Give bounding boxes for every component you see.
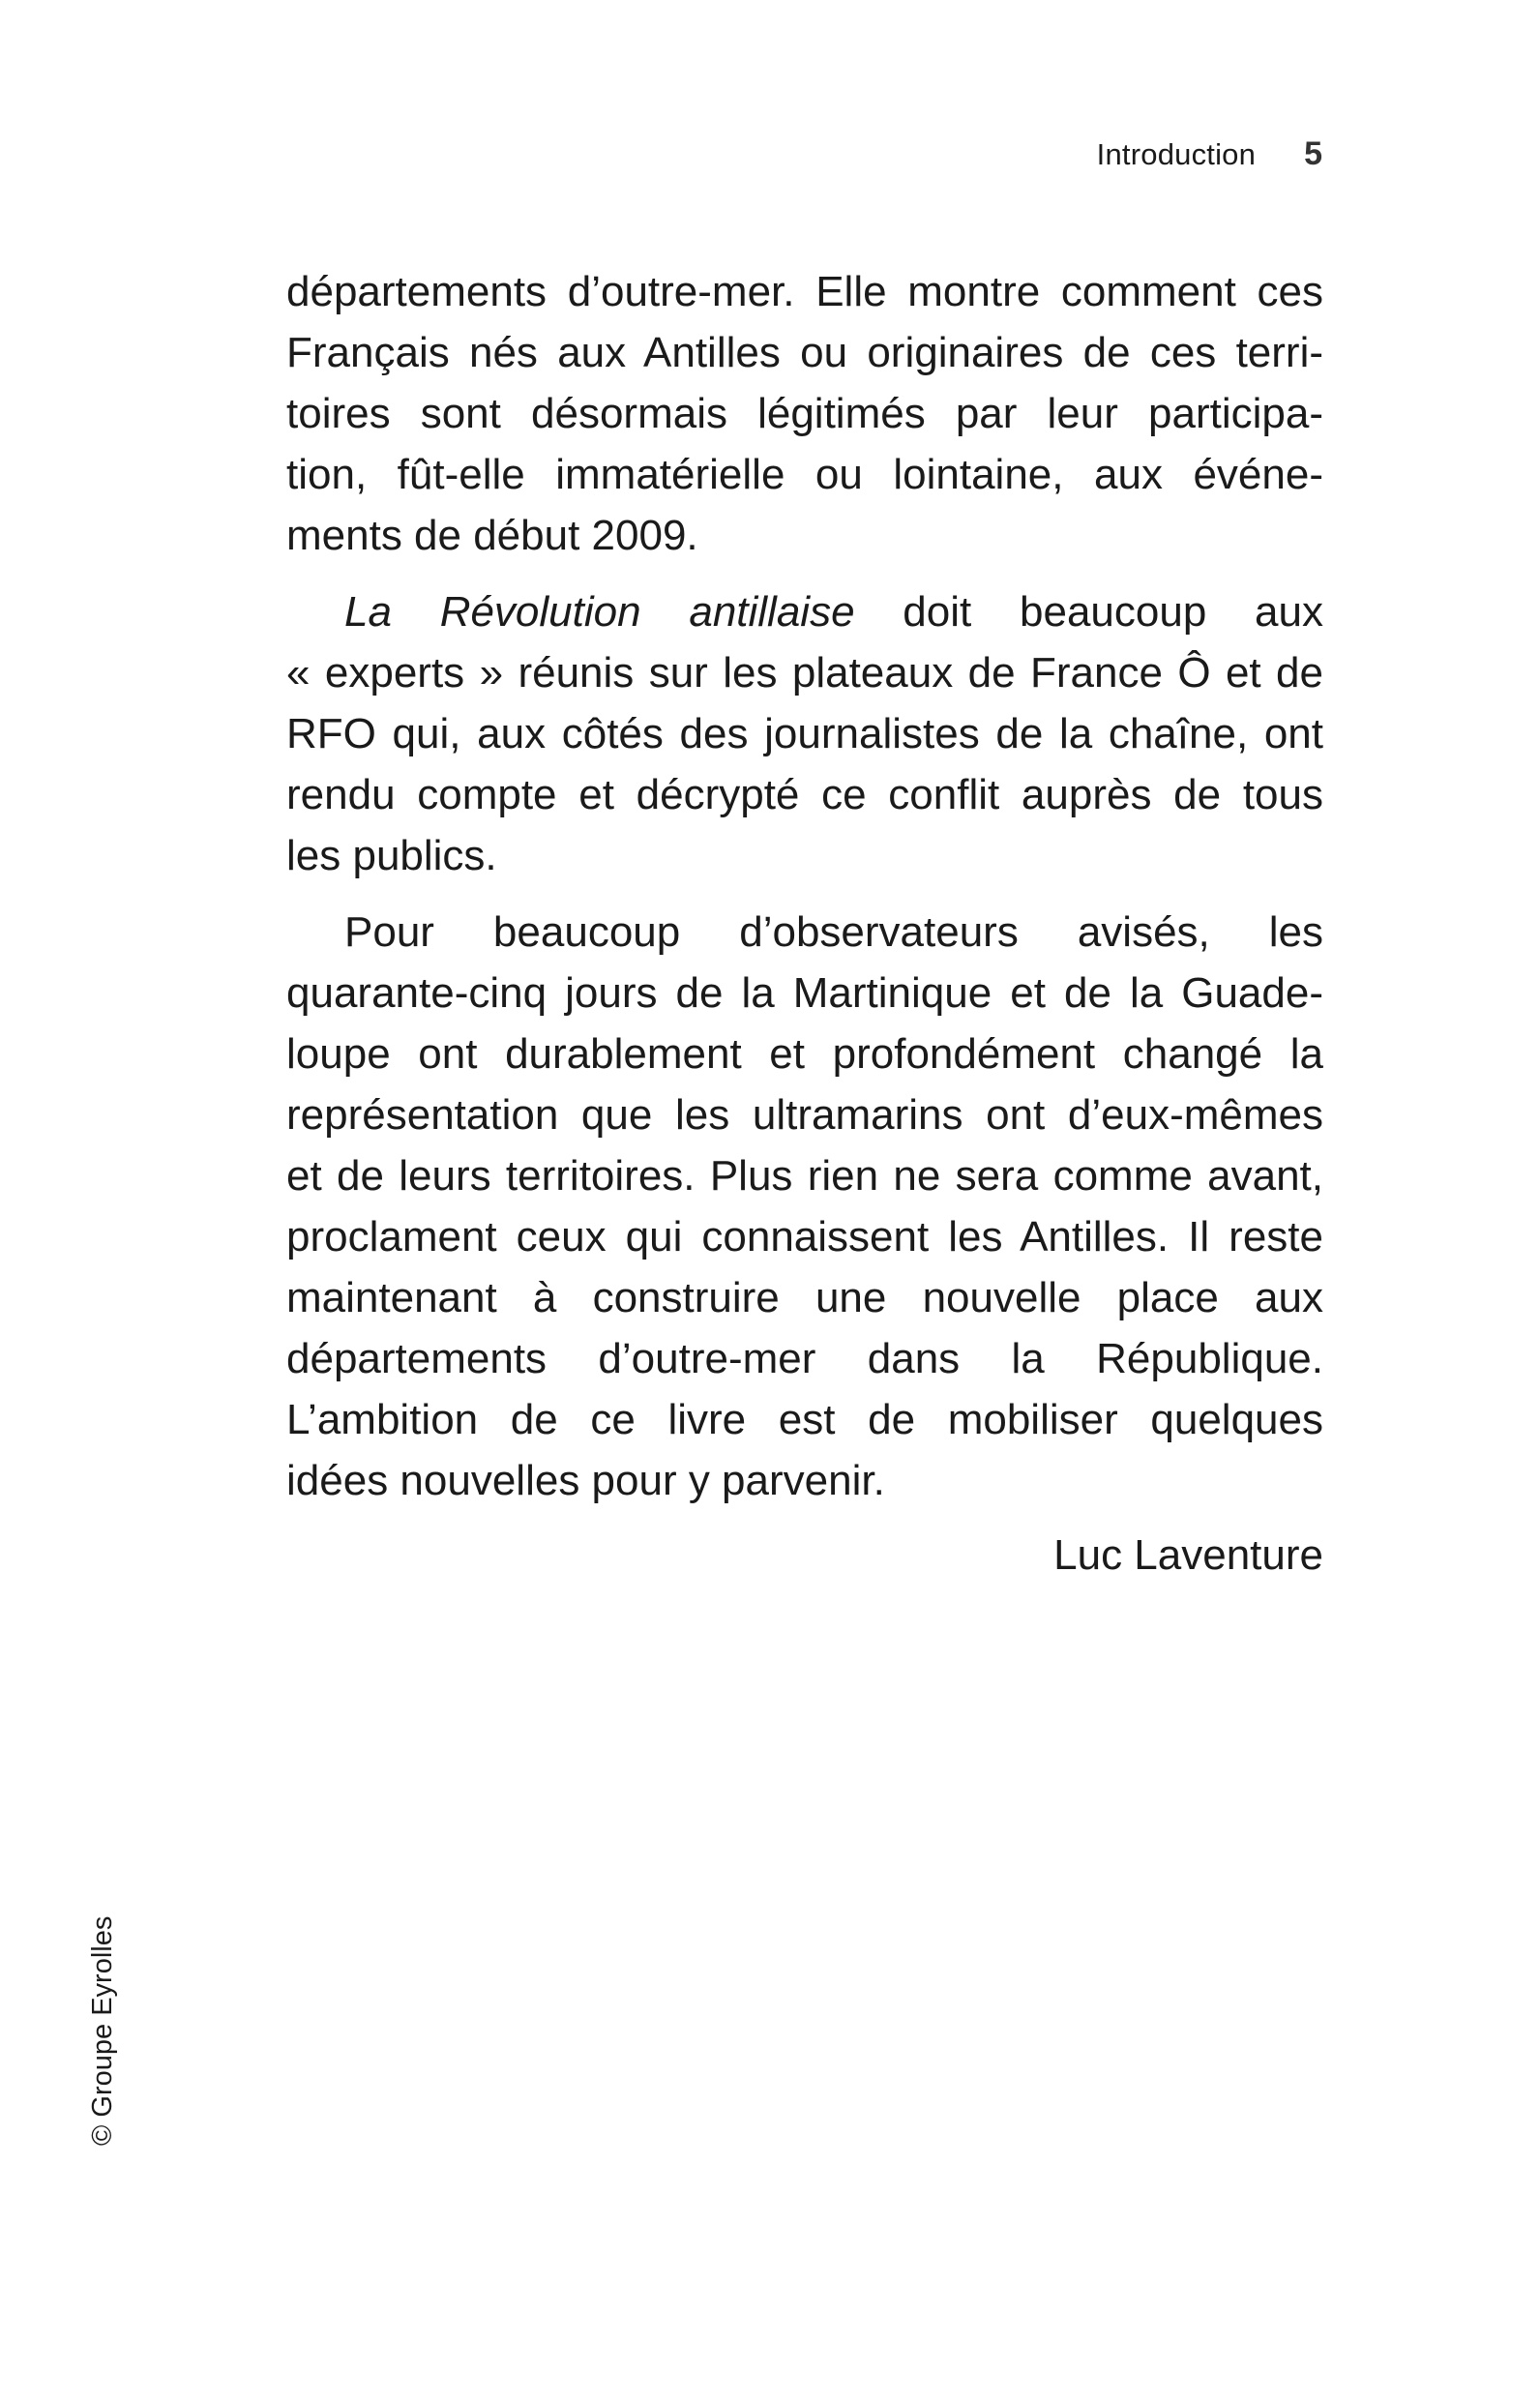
- text-line: représentation que les ultramarins ont d’eux-mêmes: [286, 1091, 1323, 1139]
- book-title: La Révolution antillaise: [344, 588, 855, 636]
- text-line: « experts » réunis sur les plateaux de France Ô et de: [286, 649, 1323, 697]
- author-signature: Luc Laventure: [1053, 1531, 1323, 1579]
- copyright-notice: © Groupe Eyrolles: [87, 1915, 118, 2146]
- text-line: ments de début 2009.: [286, 512, 698, 559]
- paragraph-1: [286, 261, 1323, 566]
- text-fragment: doit beaucoup aux: [854, 588, 1323, 636]
- text-line: départements d’outre-mer. Elle montre comment ces: [286, 268, 1323, 315]
- text-line: proclament ceux qui connaissent les Antilles. Il reste: [286, 1213, 1323, 1260]
- paragraph-3: [286, 902, 1323, 1511]
- text-line: quarante-cinq jours de la Martinique et de la Guade-: [286, 969, 1323, 1017]
- text-line: toires sont désormais légitimés par leur participa-: [286, 390, 1323, 437]
- text-line: les publics.: [286, 832, 497, 879]
- body-text: [286, 261, 1323, 1511]
- page-number: 5: [1304, 135, 1322, 172]
- text-line: idées nouvelles pour y parvenir.: [286, 1457, 885, 1504]
- paragraph-2: [286, 581, 1323, 886]
- text-line: L’ambition de ce livre est de mobiliser quelques: [286, 1396, 1323, 1443]
- text-line: Pour beaucoup d’observateurs avisés, les: [344, 908, 1323, 956]
- section-title: Introduction: [1096, 137, 1257, 171]
- text-line: loupe ont durablement et profondément changé la: [286, 1030, 1323, 1078]
- text-line: maintenant à construire une nouvelle place aux: [286, 1274, 1323, 1321]
- text-line: rendu compte et décrypté ce conflit auprès de tous: [286, 771, 1323, 818]
- text-line: départements d’outre-mer dans la République.: [286, 1335, 1323, 1382]
- text-line: RFO qui, aux côtés des journalistes de la chaîne, ont: [286, 710, 1323, 757]
- text-line: Français nés aux Antilles ou originaires de ces terri-: [286, 329, 1323, 376]
- text-line-first: [286, 581, 1323, 642]
- text-line: et de leurs territoires. Plus rien ne sera comme avant,: [286, 1152, 1323, 1200]
- running-head: [1097, 135, 1322, 173]
- text-line: tion, fût-elle immatérielle ou lointaine, aux événe-: [286, 451, 1323, 498]
